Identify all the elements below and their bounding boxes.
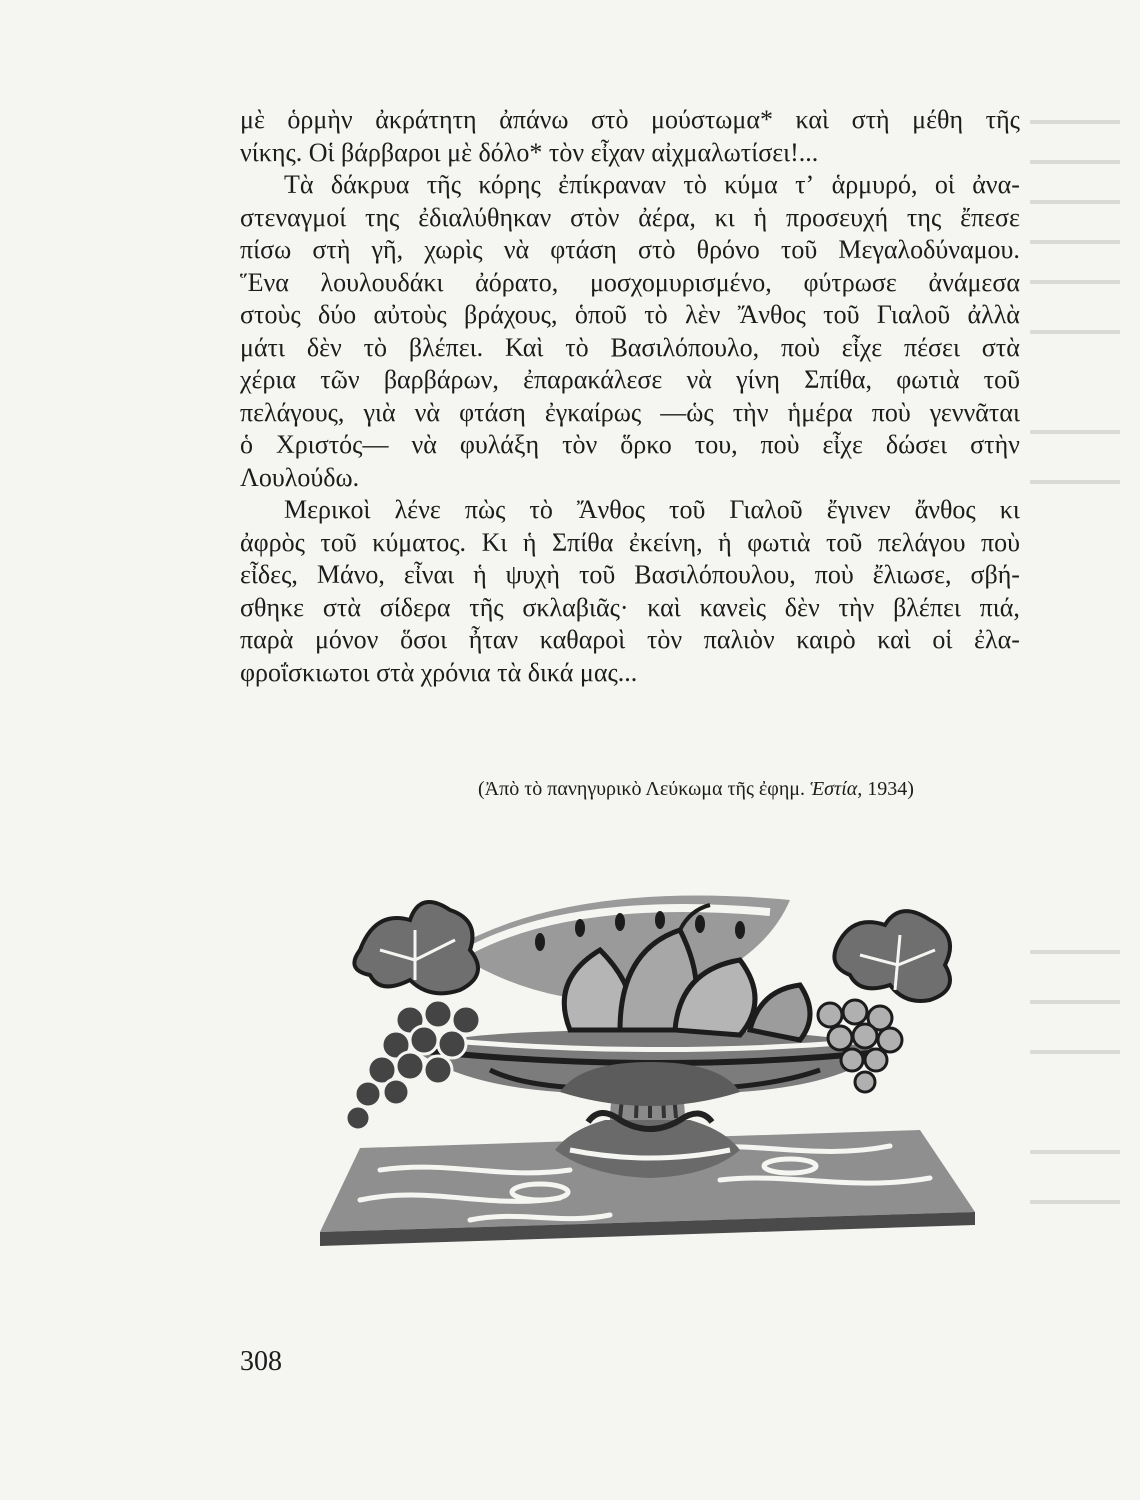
text-line: Τὰ δάκρυα τῆς κόρης ἐπίκραναν τὸ κύμα τ’ ἁρμυρό, οἱ ἀνα- [284, 170, 1020, 199]
right-vine-leaf [834, 911, 950, 1001]
text-line: Ἕνα λουλουδάκι ἀόρατο, μοσχομυρισμένο, φύτρωσε ἀνάμεσα [240, 267, 1020, 297]
text-line: στοὺς δύο αὐτοὺς βράχους, ὁποῦ τὸ λὲν Ἄνθος τοῦ Γιαλοῦ ἀλλὰ [240, 300, 1020, 329]
text-line: ἀφρὸς τοῦ κύματος. Κι ἡ Σπίθα ἐκείνη, ἡ φωτιὰ τοῦ πελάγου ποὺ [240, 527, 1020, 557]
text-line: πελάγους, γιὰ νὰ φτάση ἐγκαίρως —ὡς τὴν ἡμέρα ποὺ γεννᾶται [240, 397, 1020, 427]
text-line: Λουλούδω. [240, 462, 360, 492]
caption-journal: Ἑστία, [810, 778, 863, 800]
text-line: μὲ ὁρμὴν ἀκράτητη ἀπάνω στὸ μούστωμα* καὶ στὴ μέθη τῆς [240, 105, 1020, 134]
text-line: παρὰ μόνον ὅσοι ἦταν καθαροὶ τὸν παλιὸν καιρὸ καὶ οἱ ἐλα- [240, 625, 1020, 654]
source-caption [478, 778, 914, 801]
caption-prefix: (Ἀπὸ τὸ πανηγυρικὸ Λεύκωμα τῆς ἐφημ. [478, 778, 811, 800]
text-line: φροΐσκιωτοι στὰ χρόνια τὰ δικά μας... [240, 657, 638, 687]
text-line: πίσω στὴ γῆ, χωρὶς νὰ φτάση στὸ θρόνο τοῦ Μεγαλοδύναμου. [240, 235, 1020, 264]
text-line: Μερικοὶ λένε πὼς τὸ Ἄνθος τοῦ Γιαλοῦ ἔγινεν ἄνθος κι [284, 495, 1020, 524]
right-grapes [818, 1000, 902, 1092]
text-line: σθηκε στὰ σίδερα τῆς σκλαβιᾶς· καὶ κανεὶς δὲν τὴν βλέπει πιά, [240, 592, 1020, 622]
left-vine-leaf [354, 902, 478, 993]
text-line: στεναγμοί της ἐδιαλύθηκαν στὸν ἀέρα, κι ἡ προσευχή της ἔπεσε [240, 202, 1020, 232]
bowl [415, 1030, 880, 1106]
caption-suffix: 1934) [862, 778, 914, 800]
text-body [240, 104, 1020, 689]
page-number: 308 [240, 1346, 282, 1377]
text-line: νίκης. Οἱ βάρβαροι μὲ δόλο* τὸν εἶχαν αἰχμαλωτίσει!... [240, 137, 819, 167]
fruit-bowl-illustration [320, 880, 990, 1290]
text-line: χέρια τῶν βαρβάρων, ἐπαρακάλεσε νὰ γίνη Σπίθα, φωτιὰ τοῦ [240, 365, 1020, 394]
text-line: εἶδες, Μάνο, εἶναι ἡ ψυχὴ τοῦ Βασιλόπουλου, ποὺ ἔλιωσε, σβή- [240, 560, 1020, 589]
text-line: μάτι δὲν τὸ βλέπει. Καὶ τὸ Βασιλόπουλο, ποὺ εἶχε πέσει στὰ [240, 332, 1020, 362]
text-line: ὁ Χριστός— νὰ φυλάξη τὸν ὅρκο του, ποὺ εἶχε δώσει στὴν [240, 430, 1020, 459]
